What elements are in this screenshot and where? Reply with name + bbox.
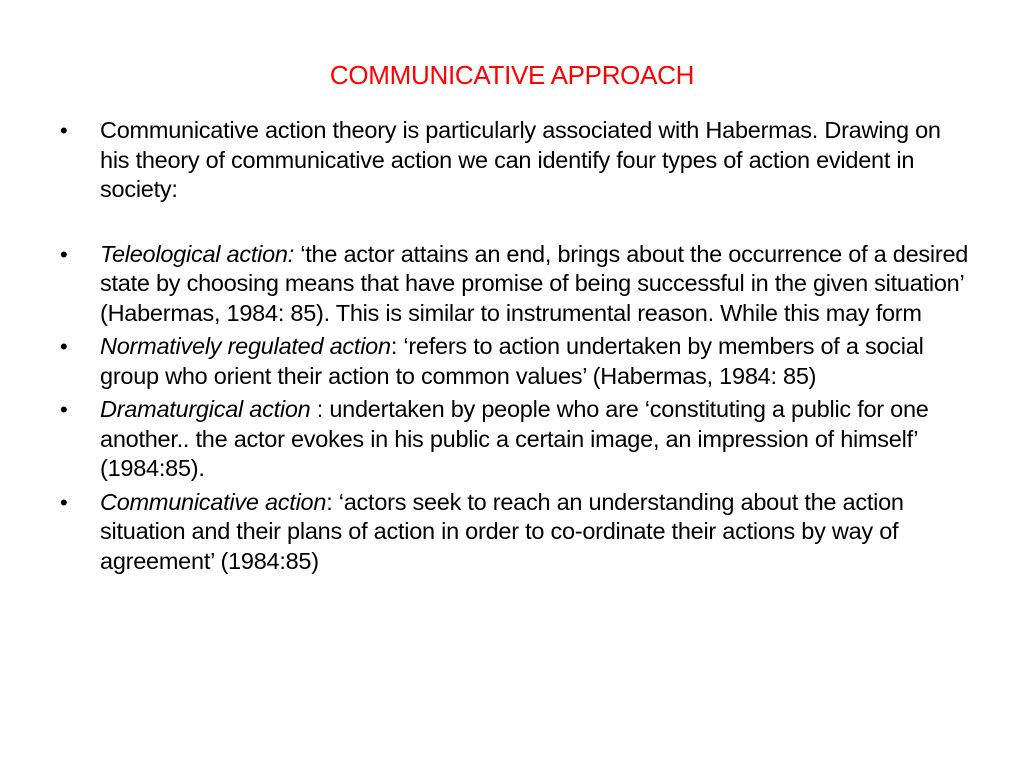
bullet-item-teleological — [56, 240, 971, 329]
bullet-text: : ‘actors seek to reach an understanding about the action situation and their plans of action in order to co-ordinate their actions by way of agreement’ (1984:85) — [100, 488, 904, 574]
bullet-text: : undertaken by people who are ‘constituting a public for one another.. the actor evokes in his public a certain image, an impression of himself’ (1984:85). — [100, 396, 929, 481]
bullet-icon: • — [60, 334, 68, 359]
bullet-term: Communicative action — [100, 488, 327, 515]
bullet-item-normative — [56, 332, 971, 391]
bullet-icon: • — [60, 118, 68, 143]
bullet-item-communicative — [56, 488, 971, 577]
bullet-text: : ‘refers to action undertaken by members of a social group who orient their action to common values’ (Habermas, 1984: 85) — [100, 333, 924, 389]
bullet-term: Teleological action: — [100, 240, 295, 267]
bullet-icon: • — [60, 397, 68, 422]
bullet-icon: • — [60, 241, 68, 267]
bullet-item-intro — [56, 116, 971, 205]
bullet-list — [56, 116, 971, 580]
bullet-item-dramaturgical — [56, 395, 971, 484]
bullet-text: Communicative action theory is particularly associated with Habermas. Drawing on his theory of communicative action we can identify four types of action evident in society: — [100, 117, 941, 202]
bullet-icon: • — [60, 489, 68, 515]
slide-title: COMMUNICATIVE APPROACH — [329, 60, 695, 90]
bullet-term: Dramaturgical action — [100, 396, 311, 422]
bullet-term: Normatively regulated action — [100, 333, 391, 359]
bullet-text: ‘the actor attains an end, brings about the occurrence of a desired state by choosing means that have promise of being successful in the given situation’ (Habermas, 1984: 85). This is similar to instrumental reason. While this may form — [100, 240, 969, 326]
